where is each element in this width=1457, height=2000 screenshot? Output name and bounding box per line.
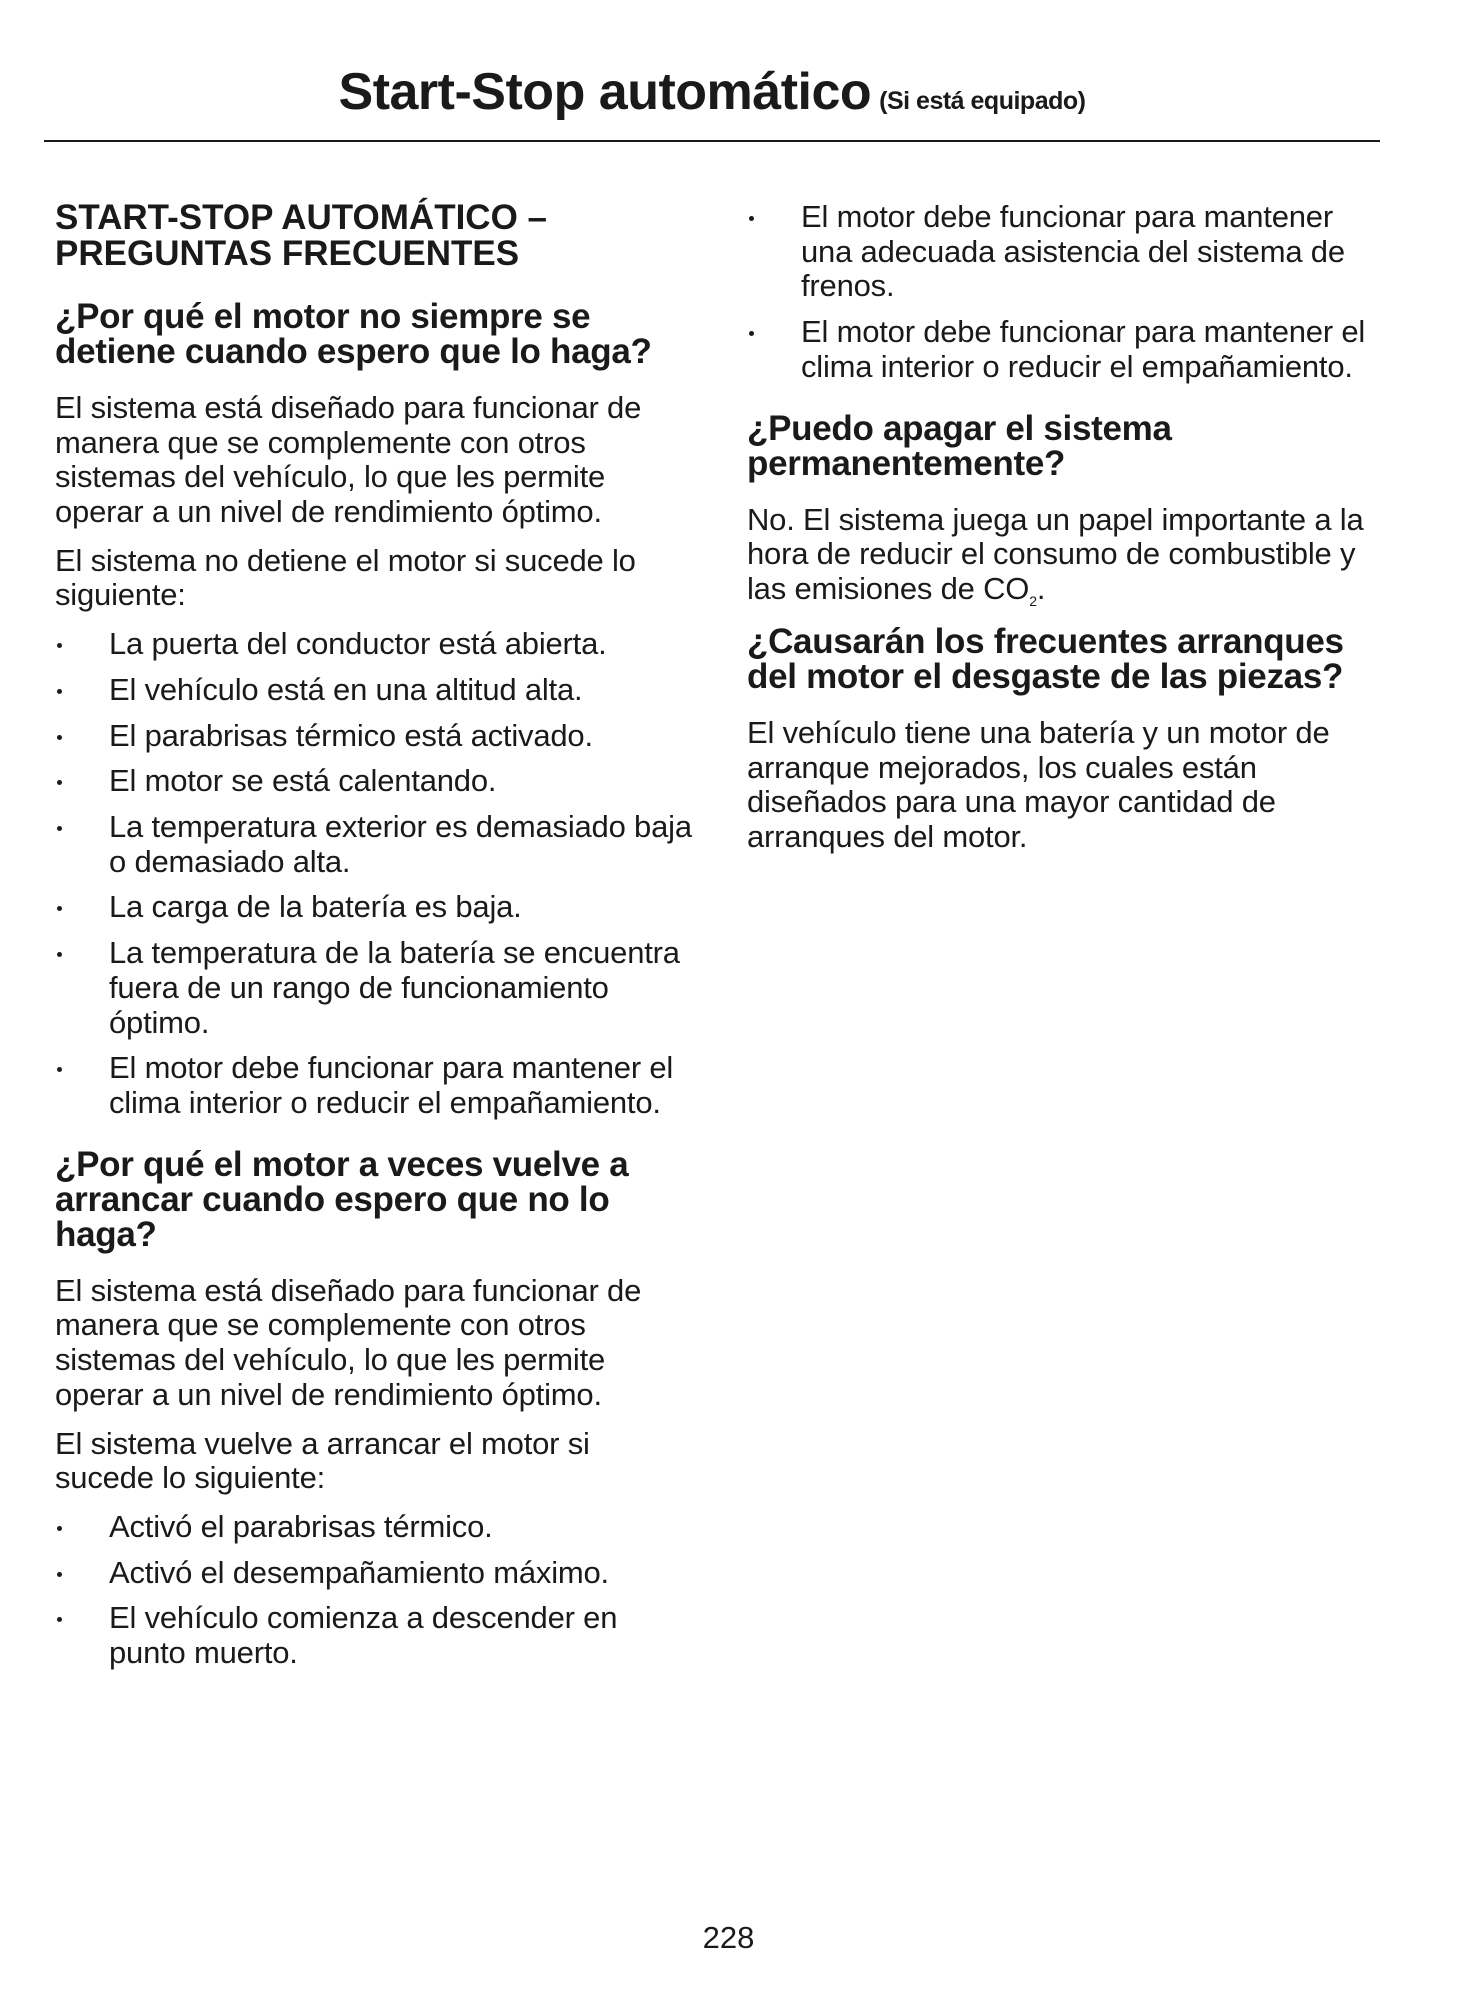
question-heading: ¿Causarán los frecuentes arranques del motor el desgaste de las piezas?	[747, 621, 1344, 696]
bullet-icon	[57, 689, 62, 694]
bullet-icon	[57, 1617, 62, 1622]
paragraph	[747, 503, 1387, 610]
bullet-icon	[57, 1067, 62, 1072]
list-item	[55, 890, 695, 925]
bullet-icon	[57, 826, 62, 831]
bullet-icon	[57, 735, 62, 740]
list-item-text: Activó el desempañamiento máximo.	[109, 1554, 609, 1590]
list-item	[747, 315, 1387, 384]
list-item-text: El motor debe funcionar para mantener el clima interior o reducir el empañamiento.	[109, 1050, 674, 1120]
answer-end: .	[1036, 571, 1046, 607]
list-item	[55, 719, 695, 754]
bullet-icon	[57, 1526, 62, 1531]
paragraph: El sistema no detiene el motor si sucede lo siguiente:	[55, 542, 636, 613]
page-title-text: Start-Stop automático	[338, 63, 872, 121]
question-heading: ¿Puedo apagar el sistema permanentemente?	[747, 408, 1172, 483]
list-item	[55, 673, 695, 708]
list-item-text: El parabrisas térmico está activado.	[109, 717, 593, 753]
bullet-icon	[749, 216, 754, 221]
right-column	[747, 200, 1387, 869]
bullet-icon	[57, 643, 62, 648]
list-item	[55, 1556, 695, 1591]
list-item	[55, 627, 695, 662]
bullet-icon	[57, 952, 62, 957]
bullet-icon	[57, 1572, 62, 1577]
bullet-list	[55, 1510, 695, 1671]
answer-text: No. El sistema juega un papel importante a la hora de reducir el consumo de combustible y las emisiones de CO	[747, 501, 1364, 607]
list-item	[55, 1051, 695, 1120]
list-item-text: El motor debe funcionar para mantener el clima interior o reducir el empañamiento.	[801, 314, 1366, 384]
list-item-text: El motor debe funcionar para mantener una adecuada asistencia del sistema de frenos.	[801, 199, 1345, 304]
paragraph: El vehículo tiene una batería y un motor de arranque mejorados, los cuales están diseñados para una mayor cantidad de arranques del motor.	[747, 714, 1330, 855]
paragraph: El sistema está diseñado para funcionar de manera que se complemente con otros sistemas del vehículo, lo que les permite operar a un nivel de rendimiento óptimo.	[55, 389, 642, 529]
bullet-list	[55, 627, 695, 1121]
subscript-text: 2	[1029, 593, 1037, 610]
list-item-text: La carga de la batería es baja.	[109, 889, 522, 925]
list-item	[55, 764, 695, 799]
list-item	[747, 200, 1387, 304]
page-number: 228	[702, 1920, 755, 1955]
question-heading: ¿Por qué el motor no siempre se detiene cuando espero que lo haga?	[55, 296, 652, 371]
list-item-text: El vehículo está en una altitud alta.	[109, 671, 583, 707]
list-item	[55, 1510, 695, 1545]
page-subtitle: (Si está equipado)	[879, 87, 1086, 115]
list-item	[55, 1601, 695, 1670]
page-title	[339, 62, 1086, 122]
list-item-text: El motor se está calentando.	[109, 763, 497, 799]
list-item-text: La temperatura exterior es demasiado baja o demasiado alta.	[109, 808, 692, 879]
section-title: START-STOP AUTOMÁTICO – PREGUNTAS FRECUENTES	[55, 198, 547, 274]
page-header	[44, 56, 1380, 142]
left-column	[55, 200, 695, 1697]
list-item	[55, 810, 695, 879]
question-heading: ¿Por qué el motor a veces vuelve a arrancar cuando espero que no lo haga?	[55, 1144, 629, 1254]
list-item	[55, 936, 695, 1040]
list-item-text: Activó el parabrisas térmico.	[109, 1509, 493, 1545]
paragraph: El sistema vuelve a arrancar el motor si sucede lo siguiente:	[55, 1425, 590, 1496]
bullet-icon	[749, 331, 754, 336]
paragraph: El sistema está diseñado para funcionar de manera que se complemente con otros sistemas del vehículo, lo que les permite operar a un nivel de rendimiento óptimo.	[55, 1272, 642, 1412]
bullet-list	[747, 200, 1387, 385]
bullet-icon	[57, 906, 62, 911]
list-item-text: La temperatura de la batería se encuentra fuera de un rango de funcionamiento óptimo.	[109, 935, 680, 1040]
list-item-text: El vehículo comienza a descender en punto muerto.	[109, 1600, 618, 1671]
list-item-text: La puerta del conductor está abierta.	[109, 626, 607, 662]
bullet-icon	[57, 780, 62, 785]
